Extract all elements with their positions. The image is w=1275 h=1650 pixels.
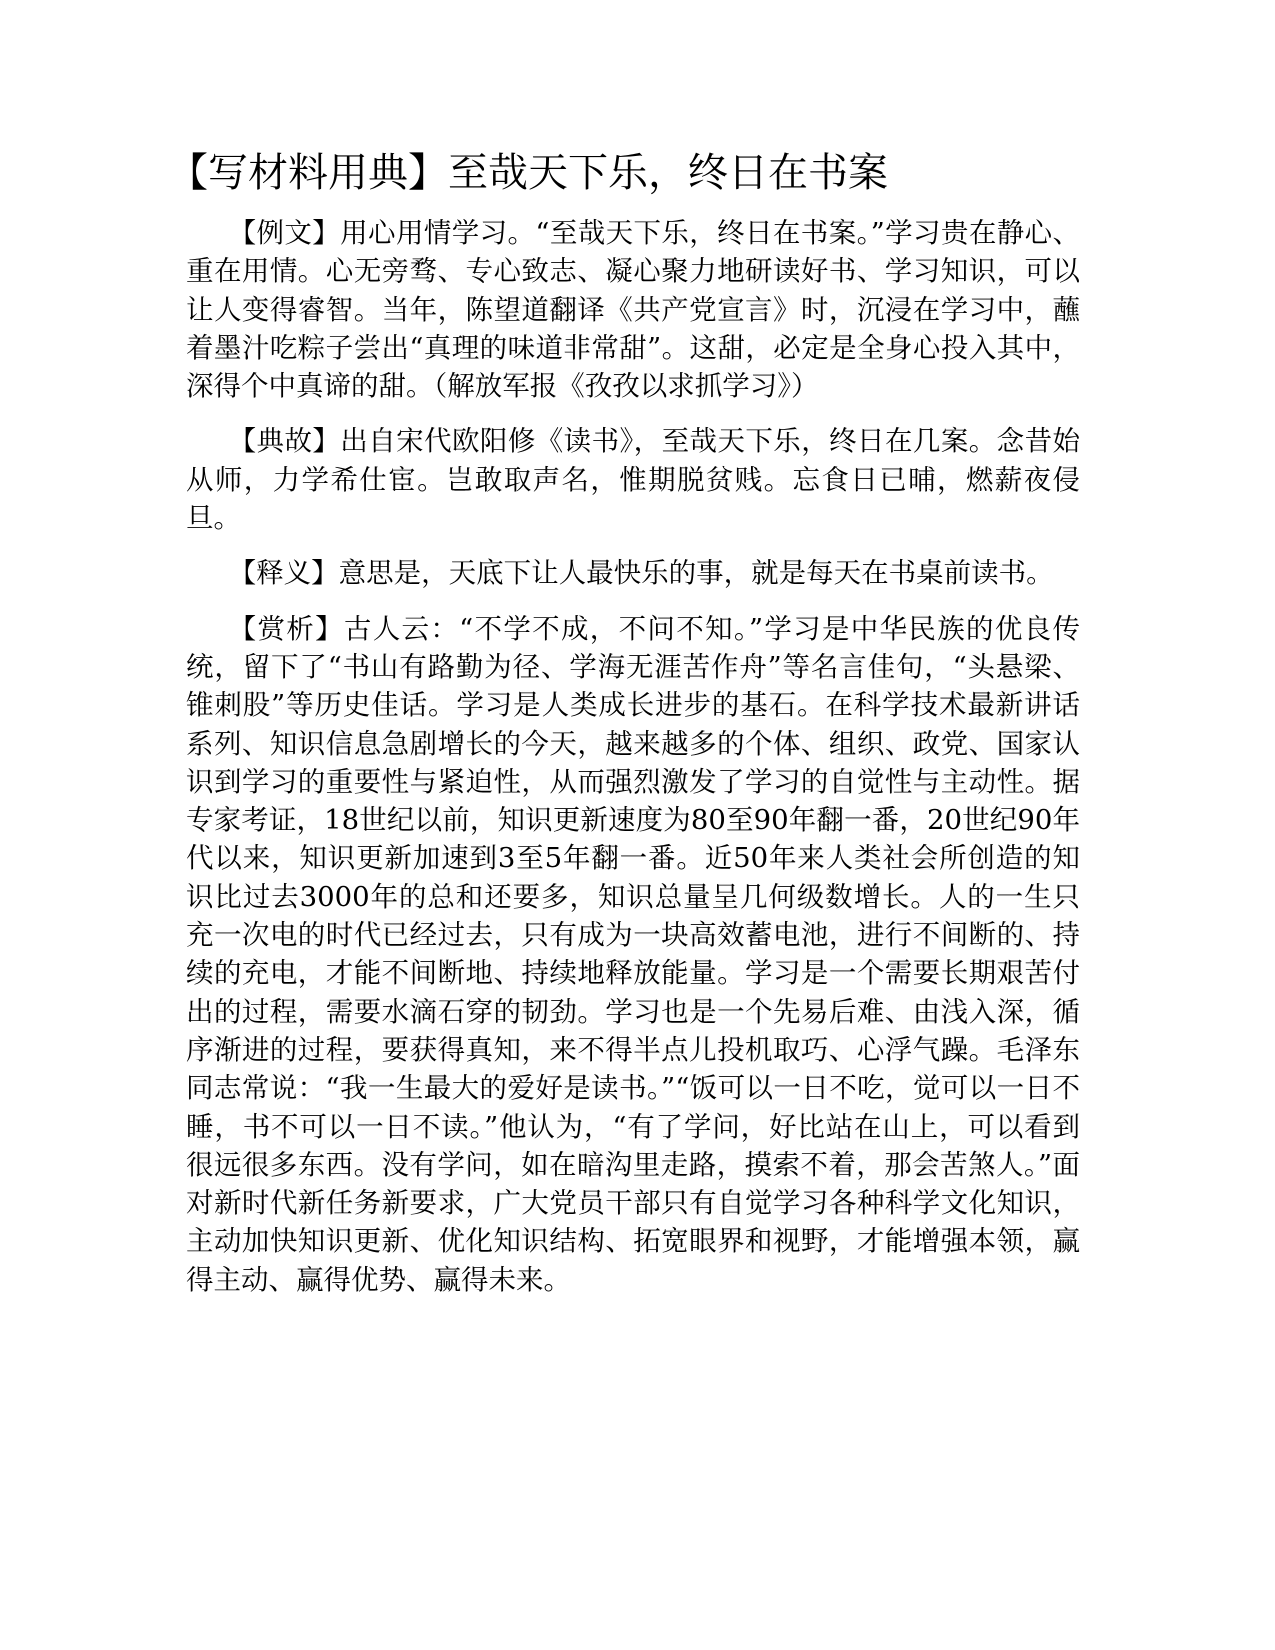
- paragraph-example: 【例文】用心用情学习。“至哉天下乐，终日在书案。”学习贵在静心、重在用情。心无旁骛、专心致志、凝心聚力地研读好书、学习知识，可以让人变得睿智。当年，陈望道翻译《共产党宣言》时，沉浸在学习中，蘸着墨汁吃粽子尝出“真理的味道非常甜”。这甜，必定是全身心投入其中，深得个中真谛的甜。（解放军报《孜孜以求抓学习》）: [186, 217, 1080, 403]
- paragraph-allusion: 【典故】出自宋代欧阳修《读书》，至哉天下乐，终日在几案。念昔始从师，力学希仕宦。岂敢取声名，惟期脱贫贱。忘食日已晡，燃薪夜侵旦。: [186, 425, 1080, 535]
- document-title: 【写材料用典】至哉天下乐，终日在书案: [168, 150, 888, 196]
- document-body: [186, 214, 1080, 1299]
- paragraph-meaning: 【释义】意思是，天底下让人最快乐的事，就是每天在书桌前读书。: [228, 557, 1054, 590]
- paragraph-appreciation: 【赏析】古人云：“不学不成，不问不知。”学习是中华民族的优良传统，留下了“书山有路勤为径、学海无涯苦作舟”等名言佳句，“头悬梁、锥刺股”等历史佳话。学习是人类成长进步的基石。在科学技术最新讲话系列、知识信息急剧增长的今天，越来越多的个体、组织、政党、国家认识到学习的重要性与紧迫性，从而强烈激发了学习的自觉性与主动性。据专家考证，18世纪以前，知识更新速度为80至90年翻一番，20世纪90年代以来，知识更新加速到3至5年翻一番。近50年来人类社会所创造的知识比过去3000年的总和还要多，知识总量呈几何级数增长。人的一生只充一次电的时代已经过去，只有成为一块高效蓄电池，进行不间断的、持续的充电，才能不间断地、持续地释放能量。学习是一个需要长期艰苦付出的过程，需要水滴石穿的韧劲。学习也是一个先易后难、由浅入深，循序渐进的过程，要获得真知，来不得半点儿投机取巧、心浮气躁。毛泽东同志常说：“我一生最大的爱好是读书。”“饭可以一日不吃，觉可以一日不睡，书不可以一日不读。”他认为，“有了学问，好比站在山上，可以看到很远很多东西。没有学问，如在暗沟里走路，摸索不着，那会苦煞人。”面对新时代新任务新要求，广大党员干部只有自觉学习各种科学文化知识，主动加快知识更新、优化知识结构、拓宽眼界和视野，才能增强本领，赢得主动、赢得优势、赢得未来。: [186, 612, 1080, 1296]
